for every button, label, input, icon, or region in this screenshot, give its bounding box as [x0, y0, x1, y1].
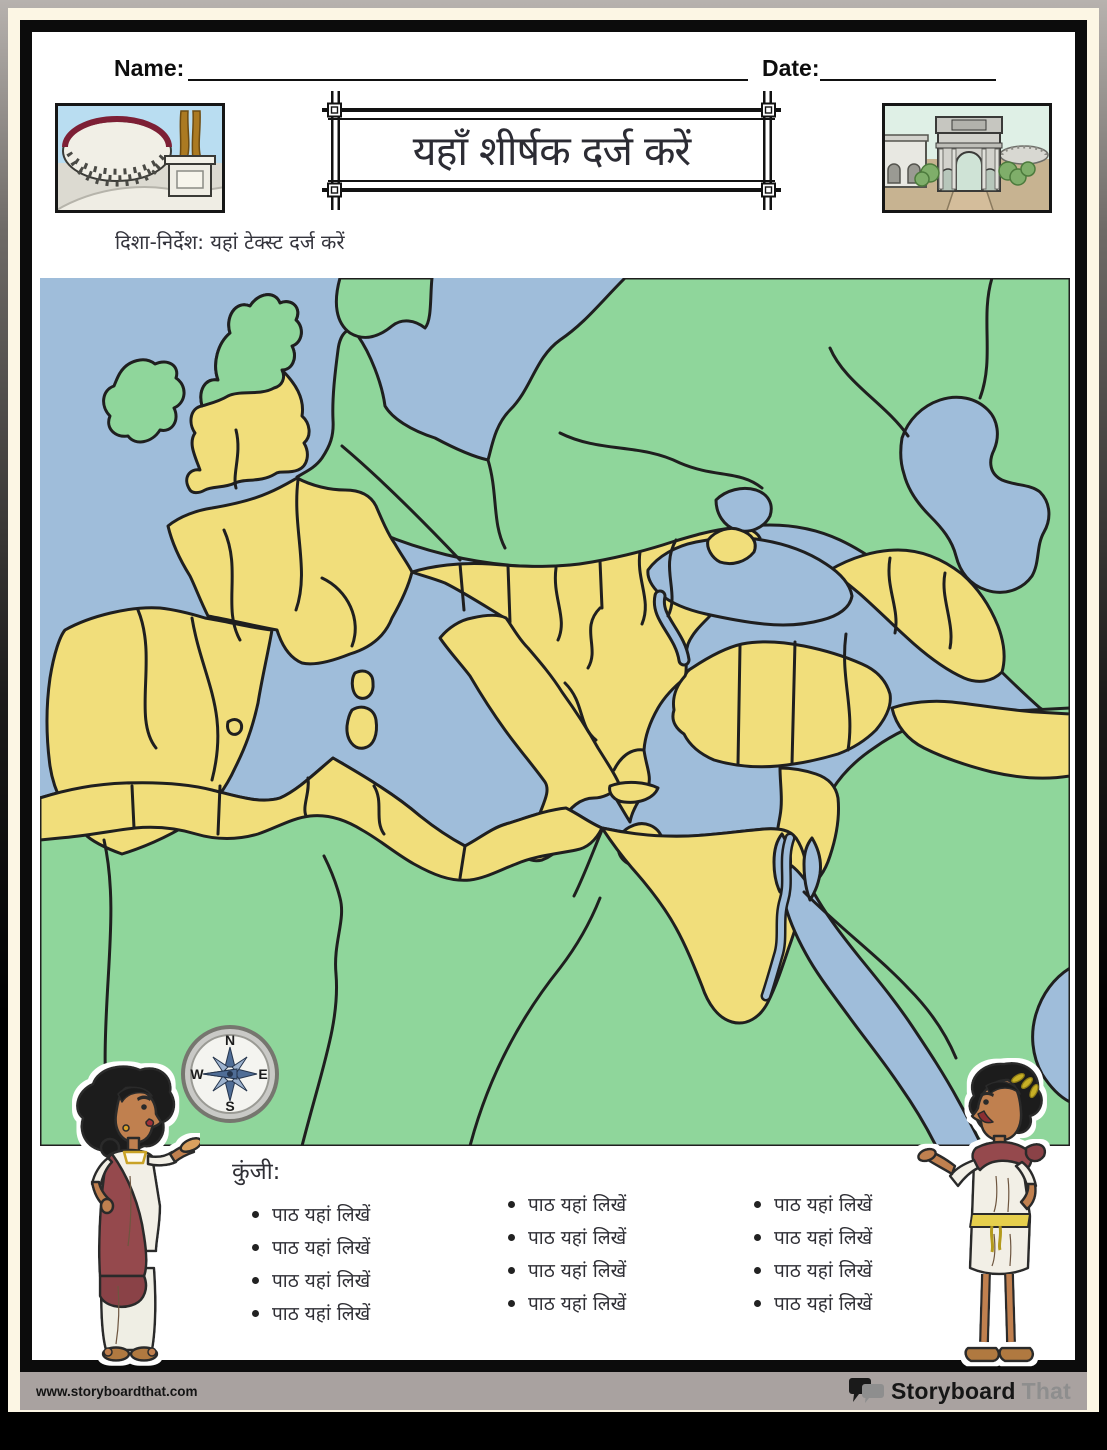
- compass-west-label: W: [190, 1066, 204, 1082]
- crimea: [708, 528, 756, 563]
- key-item[interactable]: पाठ यहां लिखें: [752, 1225, 872, 1258]
- key-item[interactable]: पाठ यहां लिखें: [506, 1225, 626, 1258]
- key-column-3: [752, 1192, 872, 1324]
- island-sardinia: [347, 707, 377, 748]
- compass-north-label: N: [224, 1032, 236, 1048]
- key-column-2: [506, 1192, 626, 1324]
- instructions-text[interactable]: दिशा-निर्देश: यहां टेक्स्ट दर्ज करें: [115, 230, 345, 254]
- key-item[interactable]: पाठ यहां लिखें: [250, 1301, 370, 1334]
- storyboardthat-logo: [849, 1376, 1071, 1406]
- key-item[interactable]: पाठ यहां लिखें: [250, 1268, 370, 1301]
- key-column-1: [250, 1202, 370, 1334]
- date-input-line[interactable]: [820, 79, 996, 81]
- brand-secondary: That: [1021, 1377, 1071, 1404]
- roman-empire-map: [40, 278, 1070, 1146]
- key-item[interactable]: पाठ यहां लिखें: [250, 1235, 370, 1268]
- roman-woman-figure: [48, 1056, 200, 1368]
- key-label: कुंजी:: [232, 1159, 281, 1185]
- name-input-line[interactable]: [188, 79, 748, 81]
- legs: [984, 1274, 1011, 1342]
- compass-south-label: S: [225, 1098, 235, 1114]
- key-item[interactable]: पाठ यहां लिखें: [752, 1192, 872, 1225]
- key-item[interactable]: पाठ यहां लिखें: [506, 1291, 626, 1324]
- belt: [970, 1214, 1030, 1227]
- brand-primary: Storyboard: [890, 1377, 1016, 1404]
- roman-man-figure: [916, 1056, 1073, 1368]
- key-item[interactable]: पाठ यहां लिखें: [506, 1258, 626, 1291]
- island-balearics: [228, 720, 242, 735]
- date-label: Date:: [762, 55, 820, 81]
- compass-east-label: E: [258, 1066, 268, 1082]
- page-title[interactable]: यहाँ शीर्षक दर्ज करें: [412, 127, 691, 175]
- worksheet-page: [8, 8, 1099, 1412]
- key-item[interactable]: पाठ यहां लिखें: [752, 1291, 872, 1324]
- key-item[interactable]: पाठ यहां लिखें: [752, 1258, 872, 1291]
- sandals: [966, 1348, 1033, 1361]
- triumphal-arch: [936, 117, 1002, 191]
- island-corsica: [352, 671, 373, 698]
- key-item[interactable]: पाठ यहां लिखें: [506, 1192, 626, 1225]
- footer-bar: [20, 1372, 1087, 1410]
- speech-bubbles-icon: [849, 1376, 885, 1406]
- footer-url: www.storyboardthat.com: [36, 1383, 198, 1399]
- colosseum-illustration: [55, 103, 225, 213]
- name-label: Name:: [114, 55, 185, 81]
- arch-of-constantine-illustration: [882, 103, 1052, 213]
- title-box[interactable]: [320, 88, 783, 213]
- road: [946, 189, 994, 213]
- key-item[interactable]: पाठ यहां लिखें: [250, 1202, 370, 1235]
